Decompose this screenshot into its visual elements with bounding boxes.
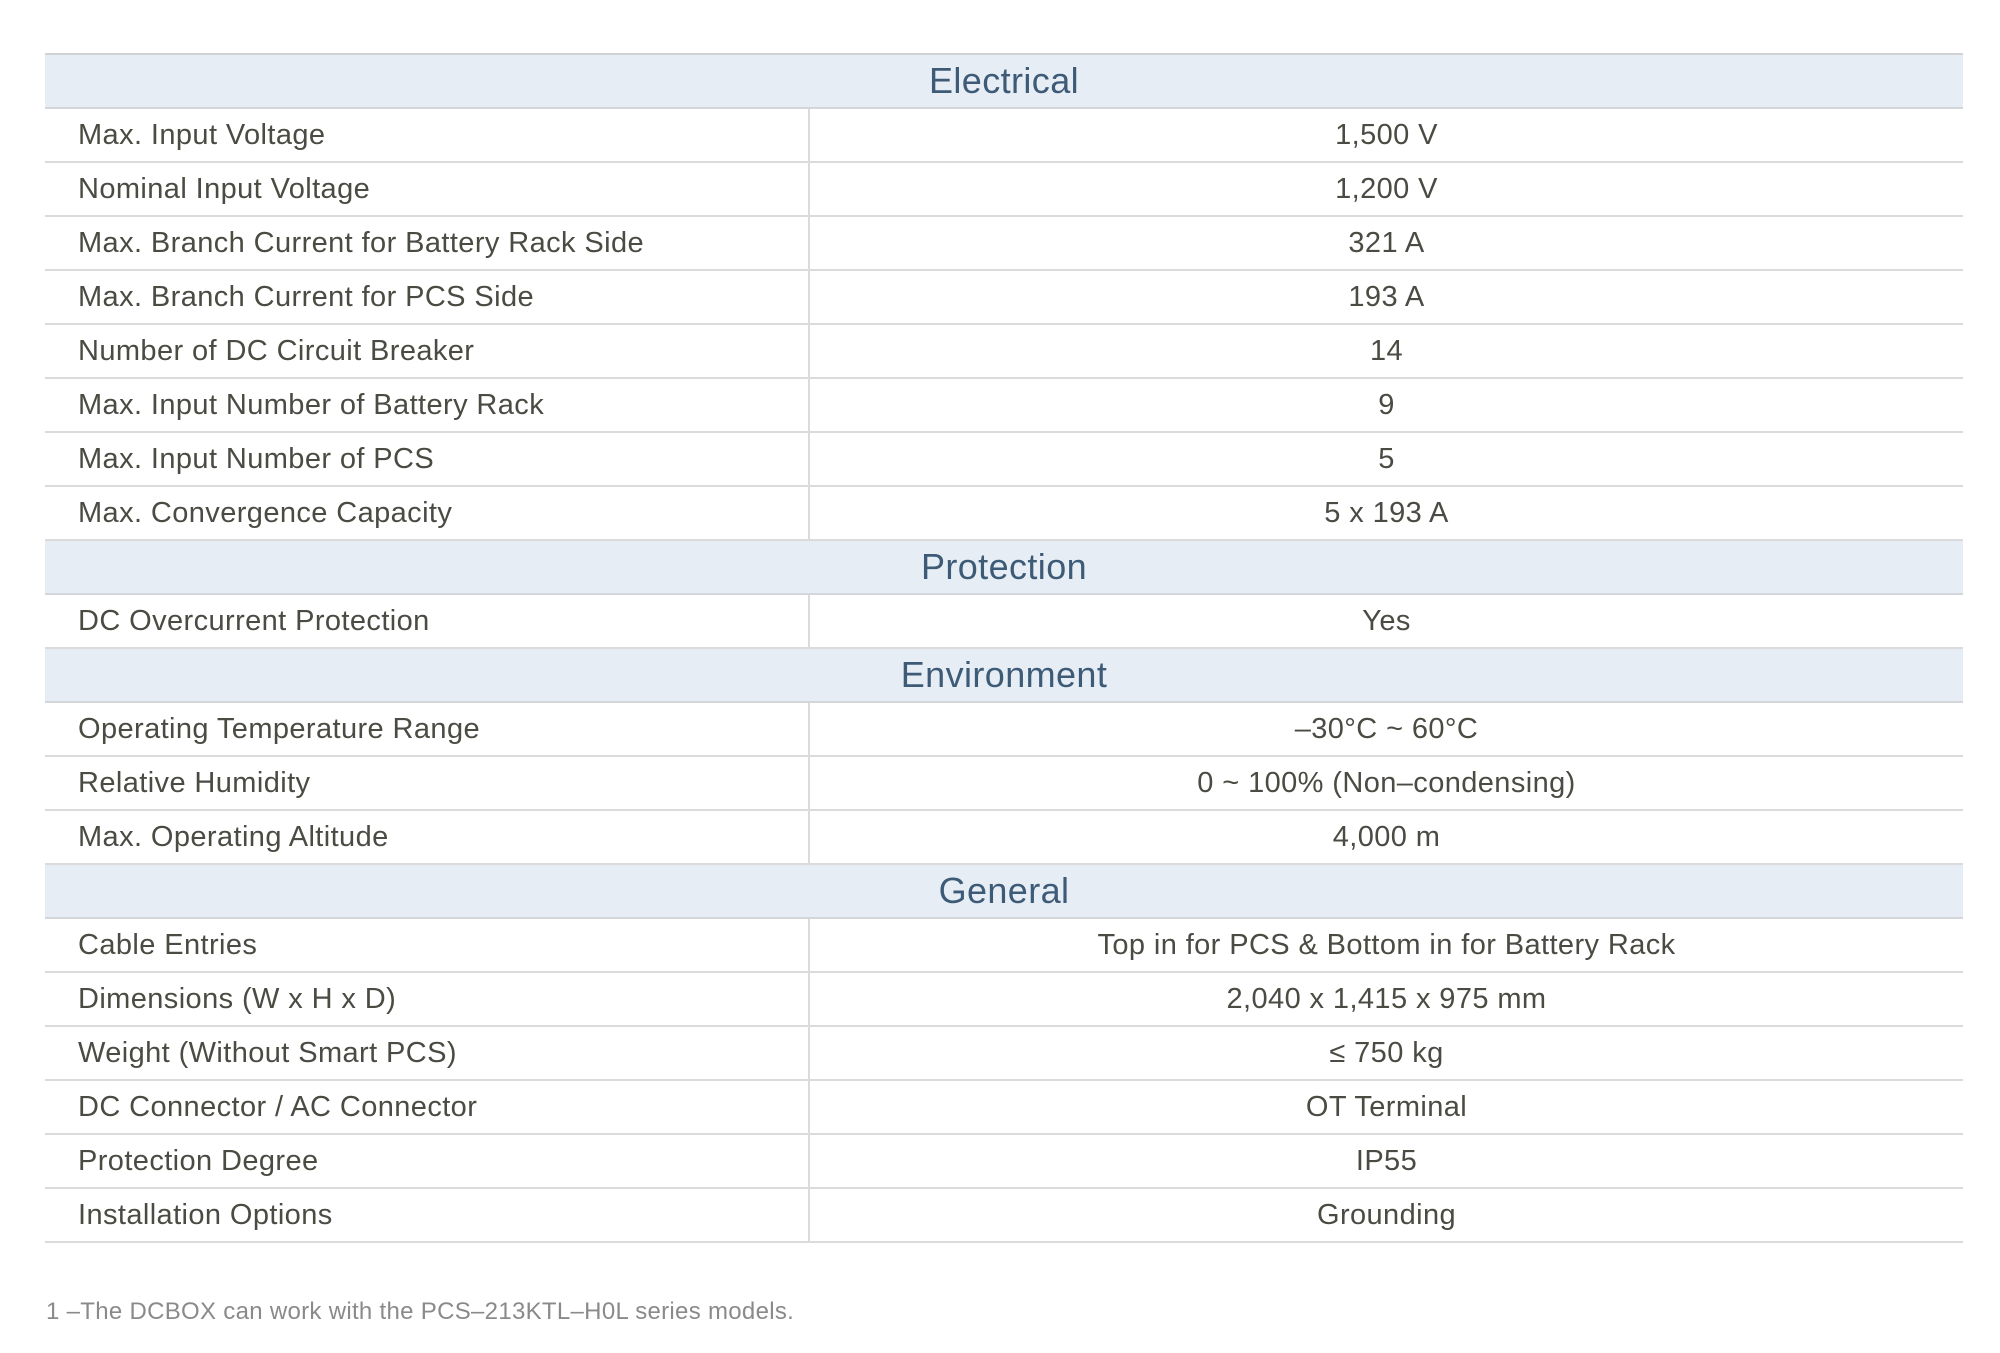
spec-value: –30°C ~ 60°C — [1294, 712, 1479, 745]
spec-row — [45, 433, 1963, 487]
spec-label: Max. Input Voltage — [45, 109, 810, 161]
spec-value: 1,500 V — [1335, 118, 1438, 151]
spec-row — [45, 379, 1963, 433]
spec-row — [45, 703, 1963, 757]
section-title: General — [938, 870, 1070, 911]
spec-row — [45, 271, 1963, 325]
spec-value: 0 ~ 100% (Non–condensing) — [1197, 766, 1576, 799]
spec-row — [45, 217, 1963, 271]
spec-label: DC Overcurrent Protection — [45, 595, 810, 647]
spec-label: Max. Branch Current for PCS Side — [45, 271, 810, 323]
spec-label: Weight (Without Smart PCS) — [45, 1027, 810, 1079]
spec-value: 1,200 V — [1335, 172, 1438, 205]
spec-value: 4,000 m — [1332, 820, 1441, 853]
spec-label: Dimensions (W x H x D) — [45, 973, 810, 1025]
spec-label: Cable Entries — [45, 919, 810, 971]
spec-row — [45, 109, 1963, 163]
spec-row — [45, 811, 1963, 865]
spec-value: Grounding — [1316, 1198, 1457, 1231]
spec-label: Nominal Input Voltage — [45, 163, 810, 215]
spec-value: Top in for PCS & Bottom in for Battery Rack — [1097, 928, 1676, 961]
spec-label: DC Connector / AC Connector — [45, 1081, 810, 1133]
spec-row — [45, 973, 1963, 1027]
spec-row — [45, 1081, 1963, 1135]
section-title: Environment — [900, 654, 1108, 695]
section-title: Protection — [920, 546, 1088, 587]
spec-label: Max. Branch Current for Battery Rack Side — [45, 217, 810, 269]
spec-label: Max. Convergence Capacity — [45, 487, 810, 539]
section-title: Electrical — [928, 60, 1080, 101]
section-header-general — [45, 865, 1963, 919]
spec-row — [45, 487, 1963, 541]
spec-row — [45, 1027, 1963, 1081]
spec-row — [45, 595, 1963, 649]
spec-value: 321 A — [1348, 226, 1425, 259]
spec-row — [45, 1135, 1963, 1189]
spec-value: ≤ 750 kg — [1329, 1036, 1444, 1069]
spec-value: 14 — [1369, 334, 1404, 367]
section-header-environment — [45, 649, 1963, 703]
spec-value: IP55 — [1355, 1144, 1418, 1177]
spec-label: Operating Temperature Range — [45, 703, 810, 755]
spec-value: 193 A — [1348, 280, 1425, 313]
section-header-electrical — [45, 55, 1963, 109]
spec-label: Max. Input Number of Battery Rack — [45, 379, 810, 431]
spec-value: OT Terminal — [1305, 1090, 1468, 1123]
spec-label: Max. Operating Altitude — [45, 811, 810, 863]
spec-row — [45, 1189, 1963, 1243]
spec-table — [45, 53, 1963, 1243]
spec-label: Relative Humidity — [45, 757, 810, 809]
spec-label: Max. Input Number of PCS — [45, 433, 810, 485]
spec-value: 2,040 x 1,415 x 975 mm — [1226, 982, 1547, 1015]
spec-row — [45, 163, 1963, 217]
spec-value: Yes — [1362, 604, 1411, 637]
spec-value: 5 x 193 A — [1324, 496, 1449, 529]
spec-row — [45, 919, 1963, 973]
spec-row — [45, 325, 1963, 379]
spec-label: Installation Options — [45, 1189, 810, 1241]
footnote: 1 –The DCBOX can work with the PCS–213KTL–H0L series models. — [46, 1298, 795, 1325]
section-header-protection — [45, 541, 1963, 595]
spec-label: Number of DC Circuit Breaker — [45, 325, 810, 377]
spec-value: 5 — [1378, 442, 1395, 475]
spec-row — [45, 757, 1963, 811]
spec-label: Protection Degree — [45, 1135, 810, 1187]
spec-value: 9 — [1378, 388, 1395, 421]
